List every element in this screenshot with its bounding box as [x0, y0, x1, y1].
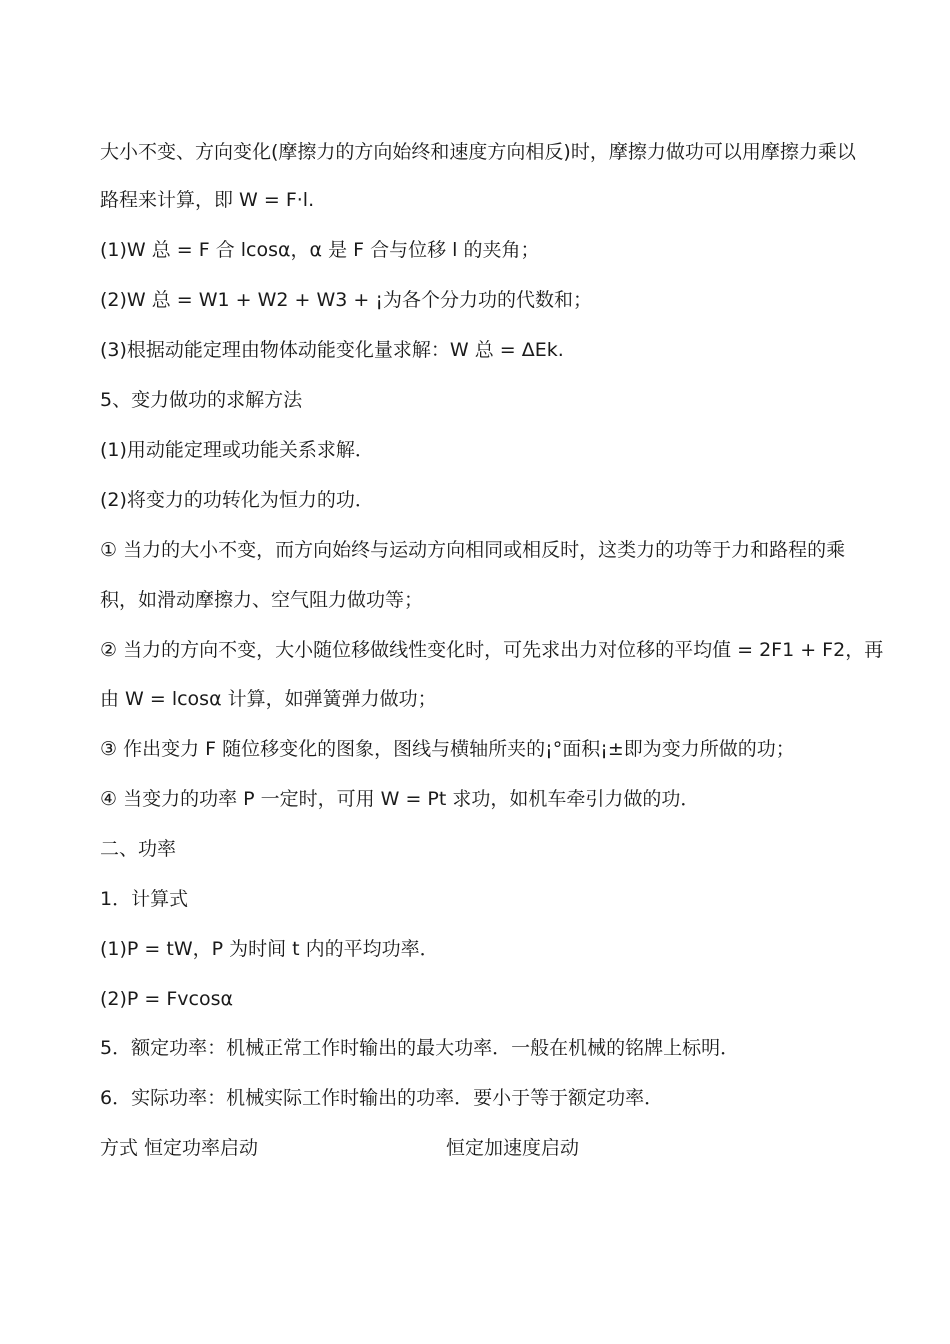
- text-line: 6．实际功率：机械实际工作时输出的功率．要小于等于额定功率．: [100, 1087, 664, 1109]
- text-line: 5．额定功率：机械正常工作时输出的最大功率．一般在机械的铭牌上标明．: [100, 1037, 740, 1059]
- text-line: ② 当力的方向不变，大小随位移做线性变化时，可先求出力对位移的平均值 = 2F1 + F2，再: [100, 639, 884, 661]
- table-header-col1: 方式 恒定功率启动: [100, 1137, 259, 1159]
- text-line: (1)用动能定理或功能关系求解．: [100, 439, 374, 461]
- subsection-heading: 1．计算式: [100, 888, 189, 910]
- text-line: 大小不变、方向变化(摩擦力的方向始终和速度方向相反)时，摩擦力做功可以用摩擦力乘以: [100, 141, 856, 163]
- text-line: (2)P = Fvcosα: [100, 988, 234, 1010]
- text-line: (3)根据动能定理由物体动能变化量求解：W 总 = ΔEk.: [100, 339, 564, 361]
- text-line: ③ 作出变力 F 随位移变化的图象，图线与横轴所夹的¡°面积¡±即为变力所做的功；: [100, 738, 795, 760]
- text-line: (1)P = tW，P 为时间 t 内的平均功率．: [100, 938, 439, 960]
- table-header-col2: 恒定加速度启动: [446, 1137, 580, 1159]
- text-line: (2)将变力的功转化为恒力的功．: [100, 489, 374, 511]
- text-line: 积，如滑动摩擦力、空气阻力做功等；: [100, 589, 424, 611]
- text-line: (1)W 总 = F 合 lcosα，α 是 F 合与位移 l 的夹角；: [100, 239, 540, 261]
- text-line: (2)W 总 = W1 + W2 + W3 + ¡为各个分力功的代数和；: [100, 289, 592, 311]
- section-heading: 二、功率: [100, 838, 177, 860]
- text-line: ① 当力的大小不变，而方向始终与运动方向相同或相反时，这类力的功等于力和路程的乘: [100, 539, 846, 561]
- text-line: ④ 当变力的功率 P 一定时，可用 W = Pt 求功，如机车牵引力做的功．: [100, 788, 700, 810]
- section-heading: 5、变力做功的求解方法: [100, 389, 303, 411]
- text-line: 由 W = lcosα 计算，如弹簧弹力做功；: [100, 688, 437, 710]
- text-line: 路程来计算，即 W = F·l.: [100, 189, 315, 211]
